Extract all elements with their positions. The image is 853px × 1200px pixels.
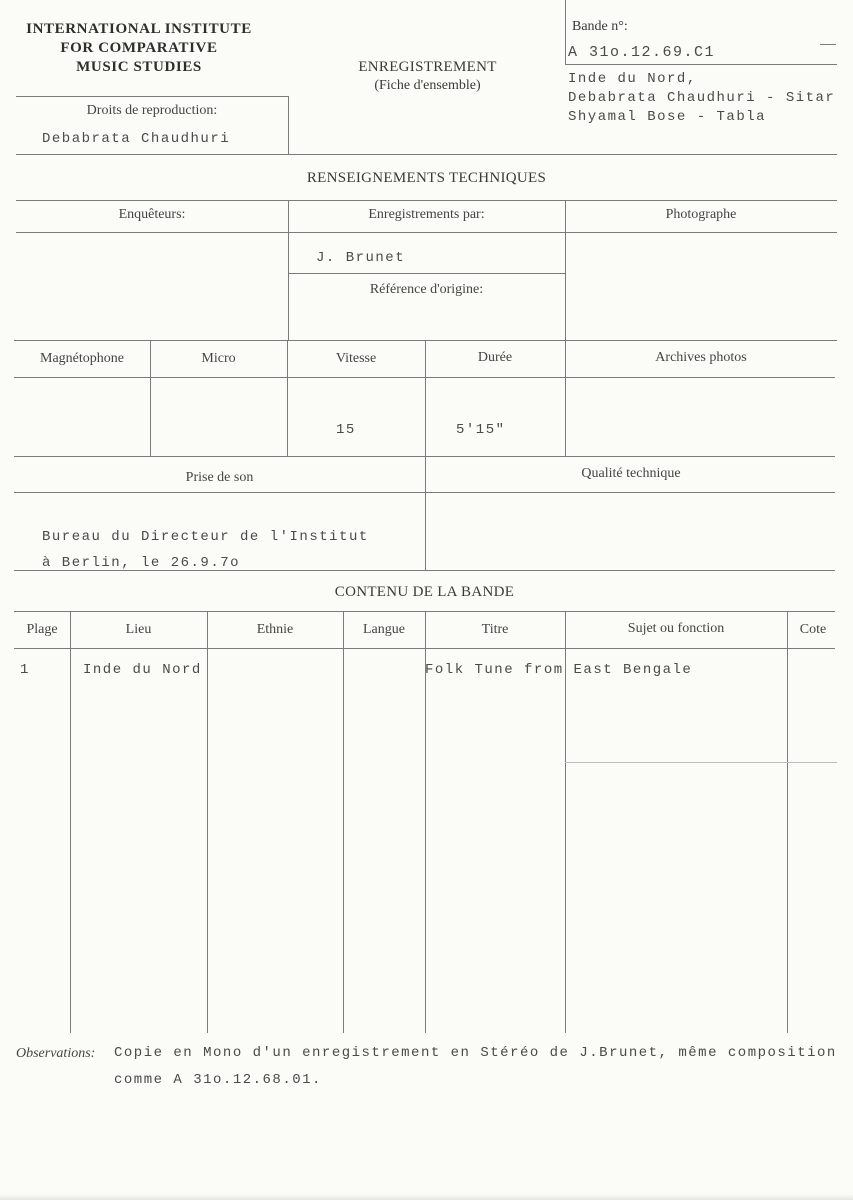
magnetophone-label: Magnétophone [40, 351, 124, 366]
vitesse-value: 15 [336, 422, 356, 438]
contents-section-title: CONTENU DE LA BANDE [334, 584, 515, 600]
observations-line-1: Copie en Mono d'un enregistrement en Stéréo de J.Brunet, même composition [114, 1045, 837, 1061]
tech-section-title: RENSEIGNEMENTS TECHNIQUES [306, 170, 547, 186]
qualite-technique-label: Qualité technique [581, 466, 681, 481]
droits-value: Debabrata Chaudhuri [42, 131, 231, 147]
col-lieu: Lieu [125, 622, 152, 637]
duree-value: 5'15" [456, 422, 506, 438]
form-subtitle: (Fiche d'ensemble) [374, 78, 481, 93]
photographe-label: Photographe [665, 207, 737, 222]
prise-de-son-value [42, 524, 369, 576]
institute-line-3: MUSIC STUDIES [76, 59, 202, 75]
col-langue: Langue [363, 622, 405, 637]
summary-block [568, 70, 835, 127]
institute-line-1: INTERNATIONAL INSTITUTE [26, 21, 252, 37]
row-plage: 1 [20, 662, 30, 678]
observations-label: Observations: [16, 1046, 96, 1061]
enregistrements-label: Enregistrements par: [368, 207, 485, 222]
row-lieu: Inde du Nord [83, 662, 202, 678]
summary-sitar: Debabrata Chaudhuri - Sitar [568, 90, 836, 106]
bande-label: Bande n°: [572, 19, 628, 34]
duree-label: Durée [477, 350, 513, 365]
summary-region: Inde du Nord, [568, 71, 697, 87]
col-sujet: Sujet ou fonction [627, 621, 725, 636]
observations-line-2: comme A 31o.12.68.01. [114, 1072, 322, 1088]
col-plage: Plage [26, 622, 58, 637]
enqueteurs-label: Enquêteurs: [118, 207, 186, 222]
enregistrements-value: J. Brunet [316, 250, 406, 266]
micro-label: Micro [201, 351, 236, 366]
col-cote: Cote [799, 622, 827, 637]
col-titre: Titre [481, 622, 509, 637]
archives-label: Archives photos [655, 350, 747, 365]
col-ethnie: Ethnie [256, 622, 294, 637]
droits-label: Droits de reproduction: [86, 103, 218, 118]
row-titre: Folk Tune from East Bengale [425, 662, 693, 678]
prise-line-2: à Berlin, le 26.9.7o [42, 555, 241, 571]
page-edge [0, 1194, 853, 1200]
prise-line-1: Bureau du Directeur de l'Institut [42, 529, 369, 545]
institute-name [14, 20, 264, 77]
reference-label: Référence d'origine: [369, 282, 484, 297]
vitesse-label: Vitesse [335, 351, 377, 366]
institute-line-2: FOR COMPARATIVE [60, 40, 218, 56]
summary-tabla: Shyamal Bose - Tabla [568, 109, 767, 125]
form-title: ENREGISTREMENT [358, 59, 497, 75]
observations-text [114, 1040, 853, 1094]
prise-de-son-label: Prise de son [185, 470, 254, 485]
bande-number: A 31o.12.69.C1 [568, 44, 716, 61]
